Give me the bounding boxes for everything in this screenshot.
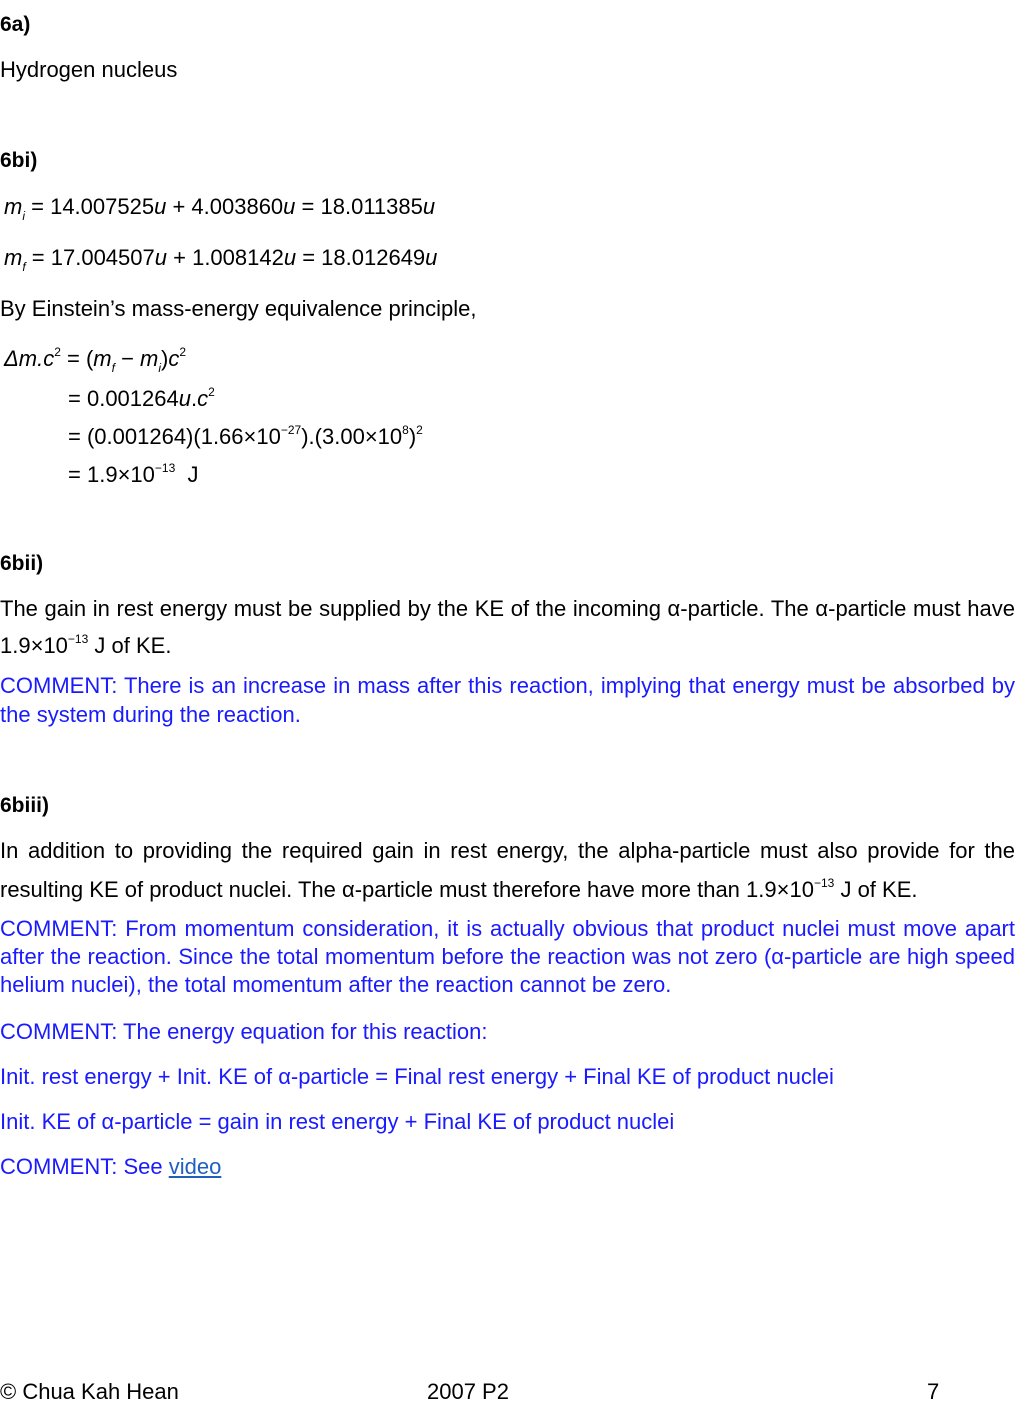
heading-6bii: 6bii) bbox=[0, 552, 44, 575]
heading-6biii: 6biii) bbox=[0, 794, 50, 817]
energy-equation-2: Init. KE of α-particle = gain in rest energy + Final KE of product nuclei bbox=[0, 1109, 675, 1134]
comment-6bii: COMMENT: There is an increase in mass after this reaction, implying that energy must be absorbed by the system during the reaction. bbox=[0, 673, 1015, 727]
answer-6biii: In addition to providing the required gain in rest energy, the alpha-particle must also provide for the resulting KE of product nuclei. The α-particle must therefore have more than $1.9\times 10^{-13}$ J of KE. bbox=[0, 838, 1015, 902]
comment-momentum: COMMENT: From momentum consideration, it is actually obvious that product nuclei must move apart after the reaction. Since the total momentum before the reaction was not zero (α-particle are high speed helium nuclei), the total momentum after the reaction cannot be zero. bbox=[0, 916, 1015, 997]
footer-page-number: 7 bbox=[927, 1379, 940, 1404]
einstein-statement: By Einstein’s mass-energy equivalence principle, bbox=[0, 296, 477, 321]
equation-mf: $m_f = 17.004507u + 1.008142u = 18.012649u$ bbox=[4, 245, 438, 274]
comment-video: COMMENT: See video bbox=[0, 1154, 222, 1179]
comment-energy-equation: COMMENT: The energy equation for this reaction: bbox=[0, 1019, 488, 1044]
equation-mi: $m_i = 14.007525u + 4.003860u = 18.011385u$ bbox=[4, 194, 436, 223]
energy-line-4: = $1.9\times 10^{-13}$ J bbox=[68, 461, 199, 487]
heading-6bi: 6bi) bbox=[0, 149, 38, 172]
footer-paper: 2007 P2 bbox=[427, 1379, 509, 1404]
energy-line-1: $\Delta m.c^2 = (m_f - m_i)c^2$ bbox=[4, 345, 187, 375]
video-link[interactable]: video bbox=[168, 1154, 222, 1179]
energy-line-2: = $0.001264u.c^2$ bbox=[68, 385, 215, 411]
energy-line-3: = $(0.001264)(1.66\times 10^{-27}).(3.00\times 10^8)^2$ bbox=[68, 423, 423, 449]
answer-6a: Hydrogen nucleus bbox=[0, 57, 178, 82]
answer-6bii: The gain in rest energy must be supplied by the KE of the incoming α-particle. The α-particle must have $1.9\times 10^{-13}$ J of KE. bbox=[0, 596, 1015, 658]
footer-copyright: © Chua Kah Hean bbox=[0, 1379, 179, 1404]
heading-6a: 6a) bbox=[0, 13, 31, 36]
energy-equation-1: Init. rest energy + Init. KE of α-particle = Final rest energy + Final KE of product nuclei bbox=[0, 1064, 834, 1089]
